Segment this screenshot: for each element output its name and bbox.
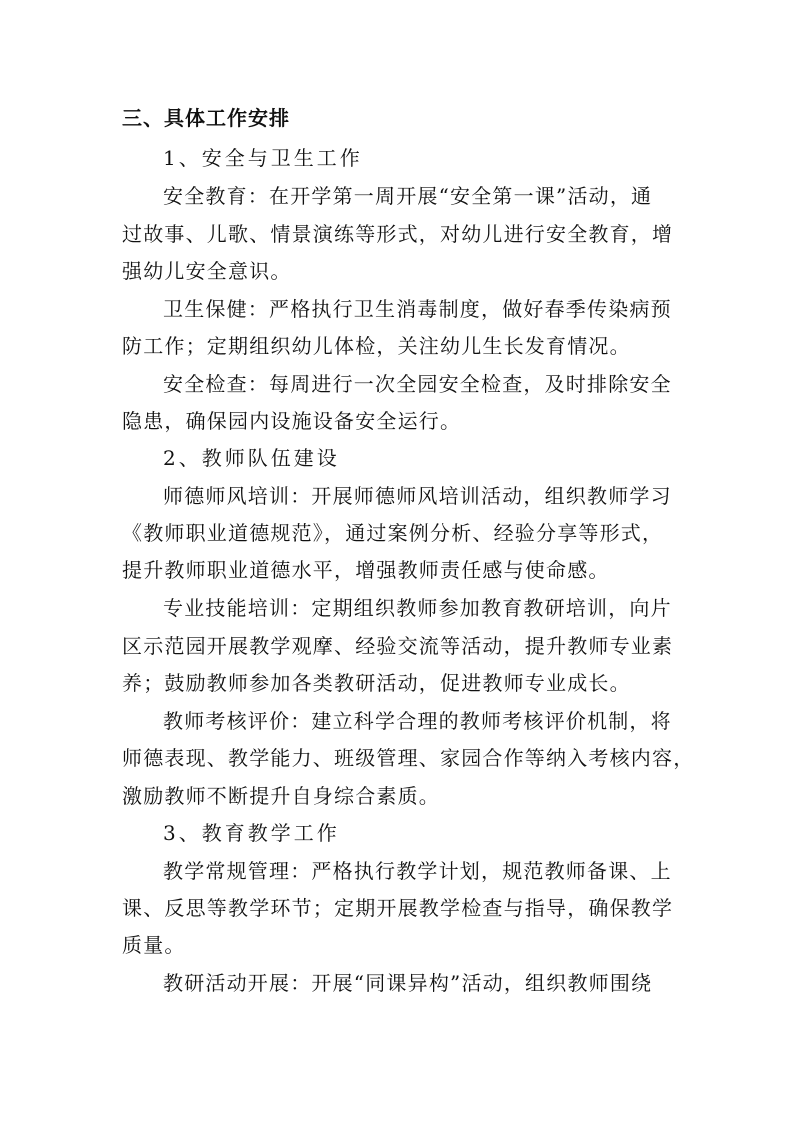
paragraph-line: 提升教师职业道德水平，增强教师责任感与使命感。 — [122, 558, 610, 582]
subsection-title-3: 3、教育教学工作 — [163, 821, 340, 845]
subsection-title-2: 2、教师队伍建设 — [163, 446, 340, 470]
paragraph-line: 专业技能培训：定期组织教师参加教育教研培训，向片 — [163, 596, 672, 620]
paragraph-line: 卫生保健：严格执行卫生消毒制度，做好春季传染病预 — [163, 297, 672, 321]
paragraph-line: 区示范园开展教学观摩、经验交流等活动，提升教师专业素 — [122, 634, 674, 658]
paragraph-line: 师德师风培训：开展师德师风培训活动，组织教师学习 — [163, 484, 672, 508]
paragraph-line: 强幼儿安全意识。 — [122, 259, 292, 283]
paragraph-line: 《教师职业道德规范》，通过案例分析、经验分享等形式， — [122, 521, 664, 545]
subsection-title-1: 1、安全与卫生工作 — [163, 146, 363, 170]
section-title: 三、具体工作安排 — [122, 106, 290, 130]
paragraph-line: 教师考核评价：建立科学合理的教师考核评价机制，将 — [163, 709, 672, 733]
paragraph-line: 养；鼓励教师参加各类教研活动，促进教师专业成长。 — [122, 671, 631, 695]
paragraph-line: 过故事、儿歌、情景演练等形式，对幼儿进行安全教育，增 — [122, 222, 674, 246]
paragraph-line: 安全检查：每周进行一次全园安全检查，及时排除安全 — [163, 372, 672, 396]
paragraph-line: 课、反思等教学环节；定期开展教学检查与指导，确保教学 — [122, 896, 674, 920]
paragraph-line: 安全教育：在开学第一周开展“安全第一课”活动，通 — [163, 184, 653, 208]
paragraph-line: 师德表现、教学能力、班级管理、家园合作等纳入考核内容， — [122, 746, 695, 770]
paragraph-line: 教学常规管理：严格执行教学计划，规范教师备课、上 — [163, 859, 672, 883]
paragraph-line: 隐患，确保园内设施设备安全运行。 — [122, 409, 462, 433]
paragraph-line: 防工作；定期组织幼儿体检，关注幼儿生长发育情况。 — [122, 334, 631, 358]
paragraph-line: 激励教师不断提升自身综合素质。 — [122, 784, 440, 808]
paragraph-line: 质量。 — [122, 933, 186, 957]
paragraph-line: 教研活动开展：开展“同课异构”活动，组织教师围绕 — [163, 971, 653, 995]
